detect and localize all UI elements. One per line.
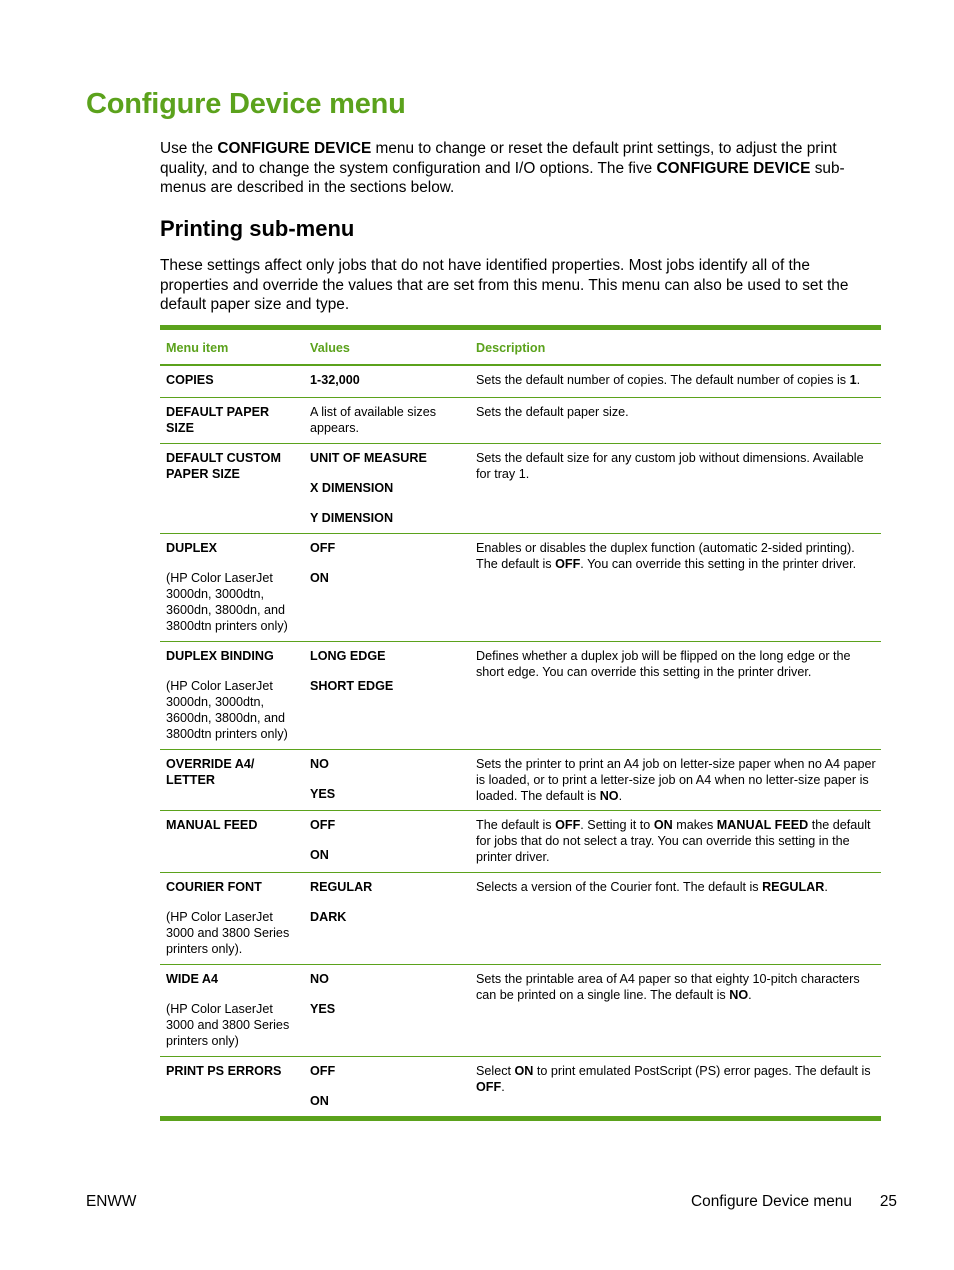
values-cell xyxy=(305,534,470,641)
description-text: Sets the printer to print an A4 job on letter-size paper when no A4 paper is loaded, or to print a letter-size job on A4 when no letter-size paper is loaded. The default is xyxy=(476,757,876,803)
menu-item-cell xyxy=(160,444,305,533)
description-text: Defines whether a duplex job will be flipped on the long edge or the short edge. You can override this setting in the printer driver. xyxy=(476,649,851,679)
description-text: Select xyxy=(476,1064,515,1078)
menu-item-cell xyxy=(160,750,305,810)
description-text: Sets the default size for any custom job without dimensions. Available for tray 1. xyxy=(476,451,864,481)
value-option: ON xyxy=(310,1094,329,1108)
settings-table xyxy=(160,325,881,1121)
description-bold: ON xyxy=(653,818,673,832)
value-option: DARK xyxy=(310,910,347,924)
menu-item-name: PRINT PS ERRORS xyxy=(166,1064,282,1078)
description-text: Sets the printable area of A4 paper so that eighty 10-pitch characters can be printed on a single line. The default is xyxy=(476,972,860,1002)
value-option: OFF xyxy=(310,541,336,555)
description-cell xyxy=(470,398,881,443)
description-bold: REGULAR xyxy=(762,880,825,894)
menu-item-cell xyxy=(160,965,305,1056)
menu-item-note: (HP Color LaserJet 3000dn, 3000dtn, 3600dn, 3800dn, and 3800dtn printers only) xyxy=(166,679,288,741)
description-cell xyxy=(470,534,881,641)
menu-item-name: DUPLEX BINDING xyxy=(166,649,274,663)
intro-text: sub-menus are described in the sections below. xyxy=(160,159,845,196)
description-bold: NO xyxy=(729,988,749,1002)
value-option: REGULAR xyxy=(310,880,373,894)
description-bold: OFF xyxy=(476,1080,502,1094)
description-text: Sets the default paper size. xyxy=(476,405,629,419)
value-option: LONG EDGE xyxy=(310,649,386,663)
value-option: OFF xyxy=(310,818,336,832)
table-row xyxy=(160,397,881,443)
description-text: the default for jobs that do not select a tray. You can override this setting in the printer driver. xyxy=(476,818,871,864)
menu-item-name: DUPLEX xyxy=(166,541,218,555)
menu-item-name: WIDE A4 xyxy=(166,972,219,986)
table-row xyxy=(160,872,881,964)
description-cell xyxy=(470,444,881,533)
value-option: SHORT EDGE xyxy=(310,679,394,693)
table-row xyxy=(160,1056,881,1116)
value-option: OFF xyxy=(310,1064,336,1078)
table-row xyxy=(160,533,881,641)
description-text: Enables or disables the duplex function (automatic 2-sided printing). The default is xyxy=(476,541,855,571)
menu-item-name: MANUAL FEED xyxy=(166,818,258,832)
values-cell xyxy=(305,366,470,397)
column-header-description: Description xyxy=(476,341,546,355)
description-text: . xyxy=(501,1080,505,1094)
intro-text: menu to change or reset the default print settings, to adjust the print quality, and to change the system configuration and I/O options. The five xyxy=(160,140,837,177)
description-text: Sets the default number of copies. The default number of copies is xyxy=(476,373,850,387)
table-row xyxy=(160,749,881,810)
intro-bold: CONFIGURE DEVICE xyxy=(656,159,811,177)
description-text: The default is xyxy=(476,818,556,832)
menu-item-name: COURIER FONT xyxy=(166,880,262,894)
value-option: ON xyxy=(310,848,329,862)
menu-item-name: DEFAULT PAPER SIZE xyxy=(166,405,270,435)
menu-item-cell xyxy=(160,534,305,641)
description-text: makes xyxy=(672,818,717,832)
table-body xyxy=(160,365,881,1116)
page-number: 25 xyxy=(879,1193,897,1210)
page-title: Configure Device menu xyxy=(86,88,406,120)
description-text: . xyxy=(748,988,752,1002)
description-cell xyxy=(470,811,881,872)
description-cell xyxy=(470,366,881,397)
menu-item-name: OVERRIDE A4/ LETTER xyxy=(166,757,255,787)
menu-item-cell xyxy=(160,1057,305,1116)
value-text: A list of available sizes appears. xyxy=(310,405,436,435)
menu-item-name: COPIES xyxy=(166,373,214,387)
value-option: X DIMENSION xyxy=(310,481,394,495)
menu-item-note: (HP Color LaserJet 3000dn, 3000dtn, 3600dn, 3800dn, and 3800dtn printers only) xyxy=(166,571,288,633)
table-row xyxy=(160,443,881,533)
section-paragraph: These settings affect only jobs that do not have identified properties. Most jobs identify all of the properties and override the values that are set from this menu. This menu can also be used to set the default paper size and type. xyxy=(160,257,849,313)
value-option: YES xyxy=(310,787,336,801)
values-cell xyxy=(305,642,470,749)
description-text: . xyxy=(856,373,861,387)
menu-item-cell xyxy=(160,366,305,397)
values-cell xyxy=(305,1057,470,1116)
intro-paragraph xyxy=(160,139,882,198)
table-row xyxy=(160,810,881,872)
menu-item-cell xyxy=(160,398,305,443)
value-option: ON xyxy=(310,571,329,585)
value-option: NO xyxy=(310,757,329,771)
footer-right xyxy=(691,1193,897,1211)
description-text: to print emulated PostScript (PS) error pages. The default is xyxy=(533,1064,871,1078)
table-row xyxy=(160,964,881,1056)
intro-text: Use the xyxy=(160,140,218,157)
description-text: . xyxy=(824,880,828,894)
footer-section-name: Configure Device menu xyxy=(691,1193,852,1210)
values-cell xyxy=(305,873,470,964)
values-cell xyxy=(305,444,470,533)
value-option: Y DIMENSION xyxy=(310,511,394,525)
description-text: . Setting it to xyxy=(580,818,654,832)
section-title: Printing sub-menu xyxy=(160,216,355,241)
description-cell xyxy=(470,965,881,1056)
menu-item-cell xyxy=(160,642,305,749)
footer-left: ENWW xyxy=(86,1193,137,1210)
menu-item-cell xyxy=(160,811,305,872)
description-cell xyxy=(470,873,881,964)
values-cell xyxy=(305,398,470,443)
menu-item-name: DEFAULT CUSTOM PAPER SIZE xyxy=(166,451,281,481)
table-header-row xyxy=(160,330,881,365)
value-option: NO xyxy=(310,972,329,986)
values-cell xyxy=(305,750,470,810)
description-bold: 1 xyxy=(849,373,857,387)
value-option: UNIT OF MEASURE xyxy=(310,451,427,465)
description-bold: OFF xyxy=(555,557,581,571)
menu-item-cell xyxy=(160,873,305,964)
description-bold: MANUAL FEED xyxy=(716,818,809,832)
description-cell xyxy=(470,642,881,749)
column-header-values: Values xyxy=(310,341,350,355)
values-cell xyxy=(305,811,470,872)
description-bold: NO xyxy=(599,789,619,803)
menu-item-note: (HP Color LaserJet 3000 and 3800 Series printers only) xyxy=(166,1002,290,1048)
description-bold: ON xyxy=(514,1064,534,1078)
menu-item-note: (HP Color LaserJet 3000 and 3800 Series printers only). xyxy=(166,910,290,956)
description-bold: OFF xyxy=(555,818,581,832)
table-row xyxy=(160,365,881,397)
description-cell xyxy=(470,750,881,810)
column-header-menu-item: Menu item xyxy=(166,341,229,355)
value-option: YES xyxy=(310,1002,336,1016)
description-cell xyxy=(470,1057,881,1116)
intro-bold: CONFIGURE DEVICE xyxy=(217,140,372,157)
value-option: 1-32,000 xyxy=(310,373,360,387)
values-cell xyxy=(305,965,470,1056)
description-text: . xyxy=(618,789,623,803)
description-text: Selects a version of the Courier font. The default is xyxy=(476,880,763,894)
description-text: . You can override this setting in the printer driver. xyxy=(580,557,857,571)
table-row xyxy=(160,641,881,749)
